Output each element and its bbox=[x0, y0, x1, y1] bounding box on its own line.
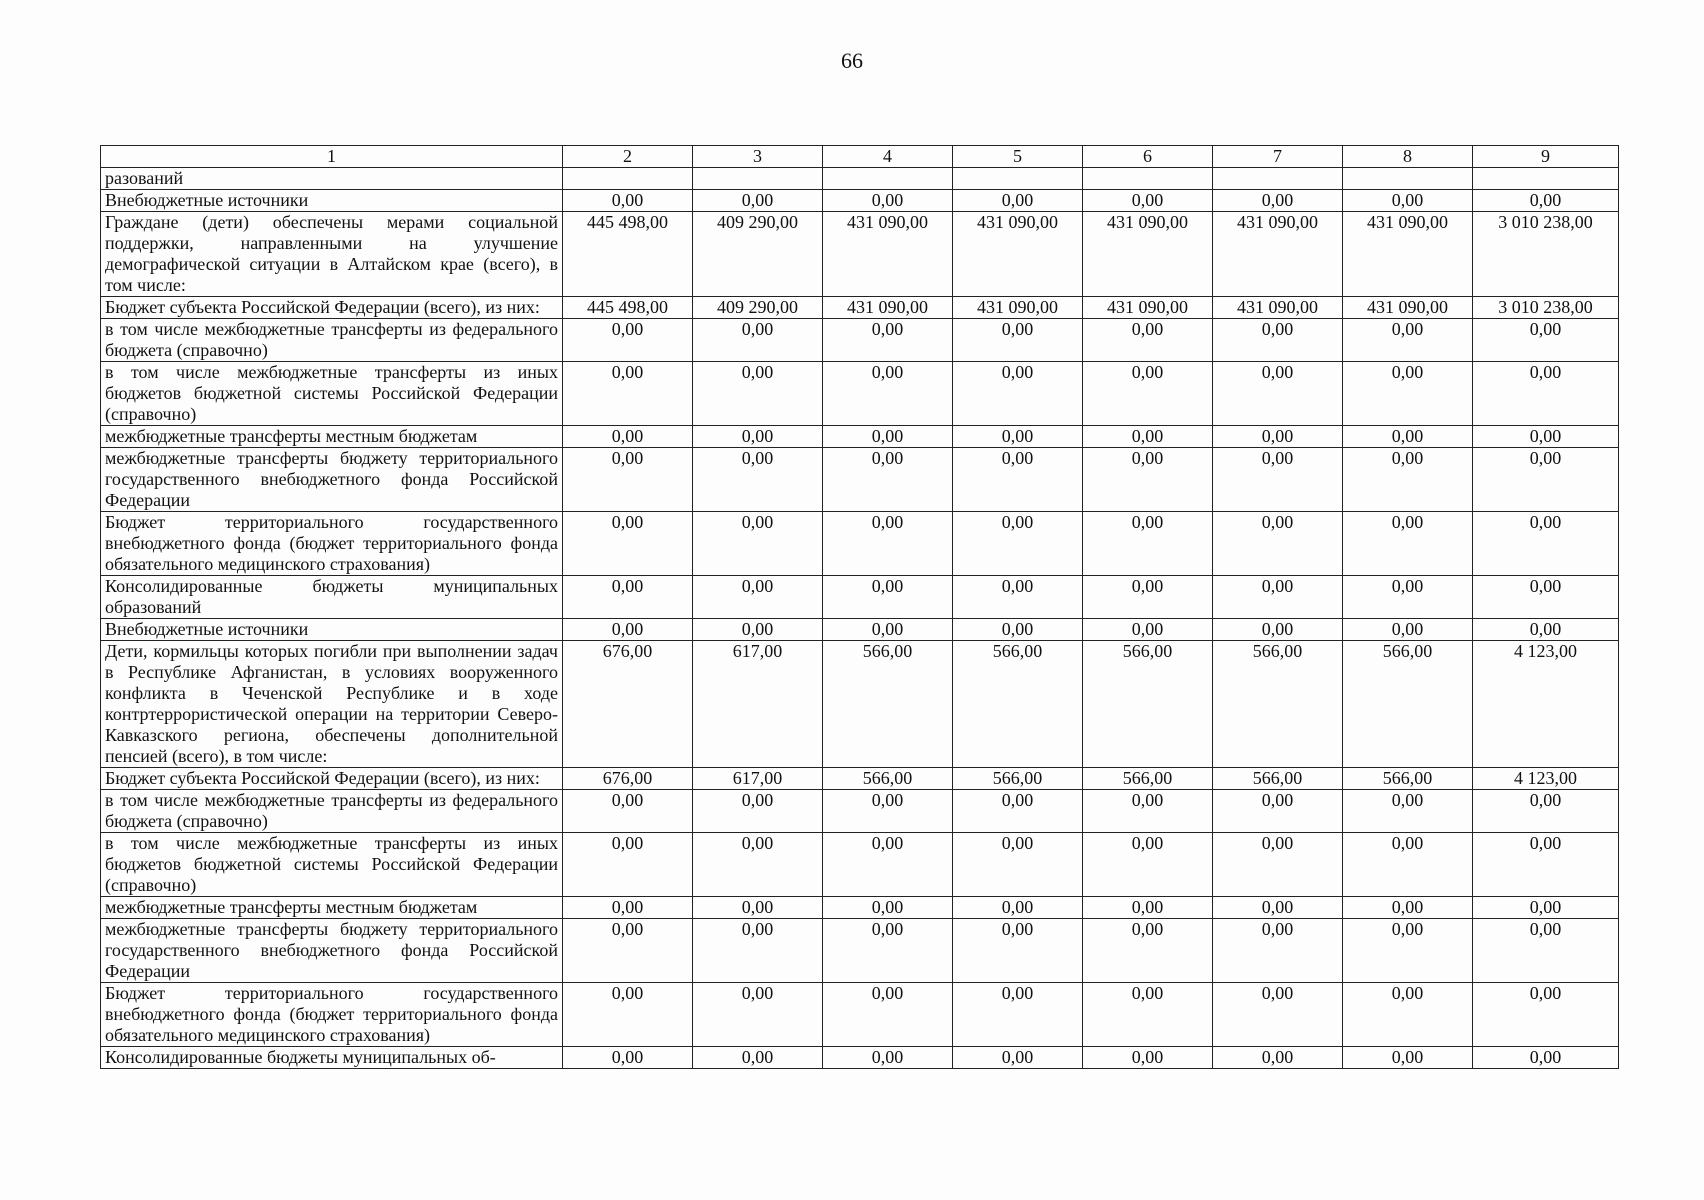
value-cell: 566,00 bbox=[953, 641, 1083, 768]
table-row bbox=[101, 983, 1619, 1047]
value-cell: 0,00 bbox=[1343, 362, 1473, 426]
value-cell: 0,00 bbox=[953, 619, 1083, 641]
value-cell: 0,00 bbox=[1473, 790, 1619, 833]
value-cell: 566,00 bbox=[823, 641, 953, 768]
value-cell: 0,00 bbox=[1213, 190, 1343, 212]
value-cell: 445 498,00 bbox=[563, 297, 693, 319]
value-cell bbox=[1213, 168, 1343, 190]
value-cell: 0,00 bbox=[953, 362, 1083, 426]
value-cell: 0,00 bbox=[693, 919, 823, 983]
value-cell: 0,00 bbox=[1473, 190, 1619, 212]
value-cell: 0,00 bbox=[823, 362, 953, 426]
value-cell: 0,00 bbox=[1213, 919, 1343, 983]
row-label: межбюджетные трансферты бюджету территориального государственного внебюджетного фонда Российской Федерации bbox=[101, 919, 563, 983]
value-cell: 0,00 bbox=[1343, 833, 1473, 897]
value-cell: 0,00 bbox=[693, 426, 823, 448]
value-cell: 676,00 bbox=[563, 768, 693, 790]
table-row bbox=[101, 297, 1619, 319]
value-cell: 0,00 bbox=[563, 919, 693, 983]
value-cell: 0,00 bbox=[953, 576, 1083, 619]
page-number: 66 bbox=[841, 48, 863, 73]
column-header: 5 bbox=[953, 146, 1083, 168]
value-cell: 0,00 bbox=[1083, 576, 1213, 619]
value-cell: 0,00 bbox=[1473, 897, 1619, 919]
value-cell bbox=[1343, 168, 1473, 190]
value-cell: 4 123,00 bbox=[1473, 641, 1619, 768]
value-cell: 0,00 bbox=[1083, 983, 1213, 1047]
value-cell: 0,00 bbox=[563, 619, 693, 641]
value-cell: 0,00 bbox=[1343, 790, 1473, 833]
value-cell: 0,00 bbox=[953, 426, 1083, 448]
value-cell: 0,00 bbox=[1083, 897, 1213, 919]
table-row bbox=[101, 190, 1619, 212]
value-cell: 0,00 bbox=[1083, 426, 1213, 448]
row-label: межбюджетные трансферты местным бюджетам bbox=[101, 897, 563, 919]
value-cell bbox=[1473, 168, 1619, 190]
value-cell: 431 090,00 bbox=[1083, 212, 1213, 297]
value-cell: 0,00 bbox=[823, 919, 953, 983]
value-cell: 0,00 bbox=[563, 1047, 693, 1069]
value-cell: 0,00 bbox=[1083, 790, 1213, 833]
column-header: 7 bbox=[1213, 146, 1343, 168]
value-cell: 0,00 bbox=[1473, 619, 1619, 641]
value-cell: 0,00 bbox=[953, 983, 1083, 1047]
table-row bbox=[101, 212, 1619, 297]
value-cell: 0,00 bbox=[1083, 512, 1213, 576]
value-cell: 0,00 bbox=[953, 790, 1083, 833]
value-cell bbox=[823, 168, 953, 190]
table-row bbox=[101, 919, 1619, 983]
value-cell: 431 090,00 bbox=[1213, 297, 1343, 319]
value-cell: 0,00 bbox=[1473, 426, 1619, 448]
value-cell: 566,00 bbox=[1213, 641, 1343, 768]
value-cell: 0,00 bbox=[563, 576, 693, 619]
value-cell: 409 290,00 bbox=[693, 297, 823, 319]
value-cell bbox=[1083, 168, 1213, 190]
value-cell: 0,00 bbox=[1213, 426, 1343, 448]
value-cell: 617,00 bbox=[693, 768, 823, 790]
value-cell: 0,00 bbox=[1213, 897, 1343, 919]
value-cell: 0,00 bbox=[693, 1047, 823, 1069]
row-label: Бюджет субъекта Российской Федерации (всего), из них: bbox=[101, 297, 563, 319]
value-cell: 3 010 238,00 bbox=[1473, 212, 1619, 297]
value-cell: 0,00 bbox=[563, 448, 693, 512]
value-cell: 0,00 bbox=[953, 448, 1083, 512]
value-cell: 3 010 238,00 bbox=[1473, 297, 1619, 319]
value-cell: 0,00 bbox=[1343, 576, 1473, 619]
value-cell: 566,00 bbox=[1213, 768, 1343, 790]
row-label: в том числе межбюджетные трансферты из федерального бюджета (справочно) bbox=[101, 790, 563, 833]
row-label: Граждане (дети) обеспечены мерами социальной поддержки, направленными на улучшение демографической ситуации в Алтайском крае (всего), в том числе: bbox=[101, 212, 563, 297]
header-row bbox=[101, 146, 1619, 168]
value-cell: 566,00 bbox=[823, 768, 953, 790]
value-cell: 0,00 bbox=[823, 833, 953, 897]
value-cell: 566,00 bbox=[1083, 768, 1213, 790]
value-cell: 0,00 bbox=[1473, 448, 1619, 512]
value-cell: 0,00 bbox=[823, 190, 953, 212]
column-header: 1 bbox=[101, 146, 563, 168]
table-row bbox=[101, 768, 1619, 790]
value-cell: 0,00 bbox=[1213, 448, 1343, 512]
value-cell: 0,00 bbox=[1343, 619, 1473, 641]
value-cell: 0,00 bbox=[693, 619, 823, 641]
value-cell: 0,00 bbox=[563, 362, 693, 426]
value-cell: 0,00 bbox=[1213, 362, 1343, 426]
value-cell: 0,00 bbox=[823, 619, 953, 641]
value-cell: 0,00 bbox=[953, 1047, 1083, 1069]
value-cell bbox=[693, 168, 823, 190]
row-label: межбюджетные трансферты местным бюджетам bbox=[101, 426, 563, 448]
value-cell: 431 090,00 bbox=[1083, 297, 1213, 319]
table-row bbox=[101, 897, 1619, 919]
value-cell: 0,00 bbox=[953, 190, 1083, 212]
table-row bbox=[101, 790, 1619, 833]
table-row bbox=[101, 833, 1619, 897]
value-cell: 409 290,00 bbox=[693, 212, 823, 297]
budget-table bbox=[100, 145, 1619, 1069]
value-cell: 0,00 bbox=[953, 833, 1083, 897]
row-label: Консолидированные бюджеты муниципальных об- bbox=[101, 1047, 563, 1069]
value-cell: 0,00 bbox=[823, 897, 953, 919]
value-cell: 0,00 bbox=[563, 983, 693, 1047]
value-cell: 0,00 bbox=[1213, 983, 1343, 1047]
value-cell: 0,00 bbox=[693, 790, 823, 833]
value-cell: 566,00 bbox=[953, 768, 1083, 790]
value-cell: 676,00 bbox=[563, 641, 693, 768]
table-row bbox=[101, 426, 1619, 448]
table-row bbox=[101, 1047, 1619, 1069]
value-cell: 0,00 bbox=[823, 983, 953, 1047]
value-cell: 0,00 bbox=[1473, 362, 1619, 426]
value-cell: 0,00 bbox=[693, 897, 823, 919]
value-cell: 0,00 bbox=[953, 512, 1083, 576]
column-header: 3 bbox=[693, 146, 823, 168]
value-cell: 0,00 bbox=[1083, 448, 1213, 512]
row-label: Дети, кормильцы которых погибли при выполнении задач в Республике Афганистан, в условиях вооруженного конфликта в Чеченской Республике и в ходе контртеррористической операции на территории Северо-Кавказского региона, обеспечены дополнительной пенсией (всего), в том числе: bbox=[101, 641, 563, 768]
value-cell: 0,00 bbox=[953, 897, 1083, 919]
row-label: Бюджет территориального государственного внебюджетного фонда (бюджет территориального фонда обязательного медицинского страхования) bbox=[101, 983, 563, 1047]
value-cell: 0,00 bbox=[1473, 983, 1619, 1047]
value-cell: 0,00 bbox=[823, 448, 953, 512]
column-header: 4 bbox=[823, 146, 953, 168]
value-cell: 431 090,00 bbox=[823, 212, 953, 297]
value-cell: 0,00 bbox=[693, 319, 823, 362]
value-cell: 0,00 bbox=[563, 512, 693, 576]
value-cell: 0,00 bbox=[1213, 319, 1343, 362]
row-label: Консолидированные бюджеты муниципальных образований bbox=[101, 576, 563, 619]
value-cell: 431 090,00 bbox=[1213, 212, 1343, 297]
table-row bbox=[101, 168, 1619, 190]
value-cell: 431 090,00 bbox=[1343, 212, 1473, 297]
table-row bbox=[101, 512, 1619, 576]
row-label: межбюджетные трансферты бюджету территориального государственного внебюджетного фонда Российской Федерации bbox=[101, 448, 563, 512]
value-cell: 0,00 bbox=[1343, 919, 1473, 983]
value-cell: 0,00 bbox=[953, 919, 1083, 983]
column-header: 2 bbox=[563, 146, 693, 168]
value-cell: 431 090,00 bbox=[953, 212, 1083, 297]
value-cell: 0,00 bbox=[1213, 512, 1343, 576]
value-cell: 0,00 bbox=[693, 512, 823, 576]
row-label: в том числе межбюджетные трансферты из иных бюджетов бюджетной системы Российской Федерации (справочно) bbox=[101, 362, 563, 426]
value-cell: 0,00 bbox=[563, 426, 693, 448]
table-row bbox=[101, 576, 1619, 619]
value-cell: 0,00 bbox=[1473, 512, 1619, 576]
value-cell: 0,00 bbox=[823, 512, 953, 576]
value-cell: 0,00 bbox=[563, 190, 693, 212]
value-cell: 0,00 bbox=[1343, 319, 1473, 362]
column-header: 9 bbox=[1473, 146, 1619, 168]
value-cell: 0,00 bbox=[823, 319, 953, 362]
table-row bbox=[101, 319, 1619, 362]
row-label: в том числе межбюджетные трансферты из иных бюджетов бюджетной системы Российской Федерации (справочно) bbox=[101, 833, 563, 897]
row-label: в том числе межбюджетные трансферты из федерального бюджета (справочно) bbox=[101, 319, 563, 362]
value-cell bbox=[563, 168, 693, 190]
value-cell: 0,00 bbox=[693, 190, 823, 212]
value-cell: 0,00 bbox=[1343, 190, 1473, 212]
value-cell: 0,00 bbox=[1343, 426, 1473, 448]
column-header: 8 bbox=[1343, 146, 1473, 168]
row-label: Внебюджетные источники bbox=[101, 619, 563, 641]
value-cell: 617,00 bbox=[693, 641, 823, 768]
value-cell: 0,00 bbox=[1213, 790, 1343, 833]
value-cell: 0,00 bbox=[563, 319, 693, 362]
value-cell: 0,00 bbox=[563, 833, 693, 897]
value-cell: 0,00 bbox=[693, 576, 823, 619]
column-header: 6 bbox=[1083, 146, 1213, 168]
value-cell: 0,00 bbox=[693, 448, 823, 512]
value-cell: 0,00 bbox=[1083, 619, 1213, 641]
value-cell: 0,00 bbox=[1083, 319, 1213, 362]
value-cell: 0,00 bbox=[1213, 576, 1343, 619]
table-row bbox=[101, 619, 1619, 641]
value-cell: 0,00 bbox=[1083, 833, 1213, 897]
value-cell: 0,00 bbox=[1083, 919, 1213, 983]
value-cell: 566,00 bbox=[1083, 641, 1213, 768]
value-cell: 0,00 bbox=[1473, 319, 1619, 362]
table-row bbox=[101, 362, 1619, 426]
row-label: разований bbox=[101, 168, 563, 190]
value-cell: 0,00 bbox=[1473, 576, 1619, 619]
value-cell: 0,00 bbox=[823, 426, 953, 448]
value-cell: 0,00 bbox=[1213, 619, 1343, 641]
value-cell: 0,00 bbox=[1343, 448, 1473, 512]
value-cell bbox=[953, 168, 1083, 190]
value-cell: 0,00 bbox=[1213, 833, 1343, 897]
value-cell: 0,00 bbox=[563, 897, 693, 919]
value-cell: 431 090,00 bbox=[953, 297, 1083, 319]
value-cell: 0,00 bbox=[1083, 190, 1213, 212]
value-cell: 0,00 bbox=[823, 1047, 953, 1069]
row-label: Бюджет территориального государственного внебюджетного фонда (бюджет территориального фонда обязательного медицинского страхования) bbox=[101, 512, 563, 576]
value-cell: 0,00 bbox=[1083, 362, 1213, 426]
row-label: Бюджет субъекта Российской Федерации (всего), из них: bbox=[101, 768, 563, 790]
table-row bbox=[101, 641, 1619, 768]
value-cell: 0,00 bbox=[1473, 919, 1619, 983]
value-cell: 0,00 bbox=[563, 790, 693, 833]
table-row bbox=[101, 448, 1619, 512]
value-cell: 0,00 bbox=[1343, 983, 1473, 1047]
value-cell: 0,00 bbox=[1343, 512, 1473, 576]
value-cell: 0,00 bbox=[693, 833, 823, 897]
row-label: Внебюджетные источники bbox=[101, 190, 563, 212]
value-cell: 431 090,00 bbox=[823, 297, 953, 319]
value-cell: 0,00 bbox=[953, 319, 1083, 362]
value-cell: 566,00 bbox=[1343, 641, 1473, 768]
value-cell: 4 123,00 bbox=[1473, 768, 1619, 790]
value-cell: 431 090,00 bbox=[1343, 297, 1473, 319]
value-cell: 0,00 bbox=[1343, 897, 1473, 919]
value-cell: 566,00 bbox=[1343, 768, 1473, 790]
value-cell: 0,00 bbox=[693, 362, 823, 426]
value-cell: 0,00 bbox=[1083, 1047, 1213, 1069]
value-cell: 0,00 bbox=[1213, 1047, 1343, 1069]
value-cell: 0,00 bbox=[1343, 1047, 1473, 1069]
value-cell: 0,00 bbox=[1473, 1047, 1619, 1069]
value-cell: 0,00 bbox=[693, 983, 823, 1047]
value-cell: 0,00 bbox=[1473, 833, 1619, 897]
value-cell: 0,00 bbox=[823, 790, 953, 833]
value-cell: 0,00 bbox=[823, 576, 953, 619]
value-cell: 445 498,00 bbox=[563, 212, 693, 297]
